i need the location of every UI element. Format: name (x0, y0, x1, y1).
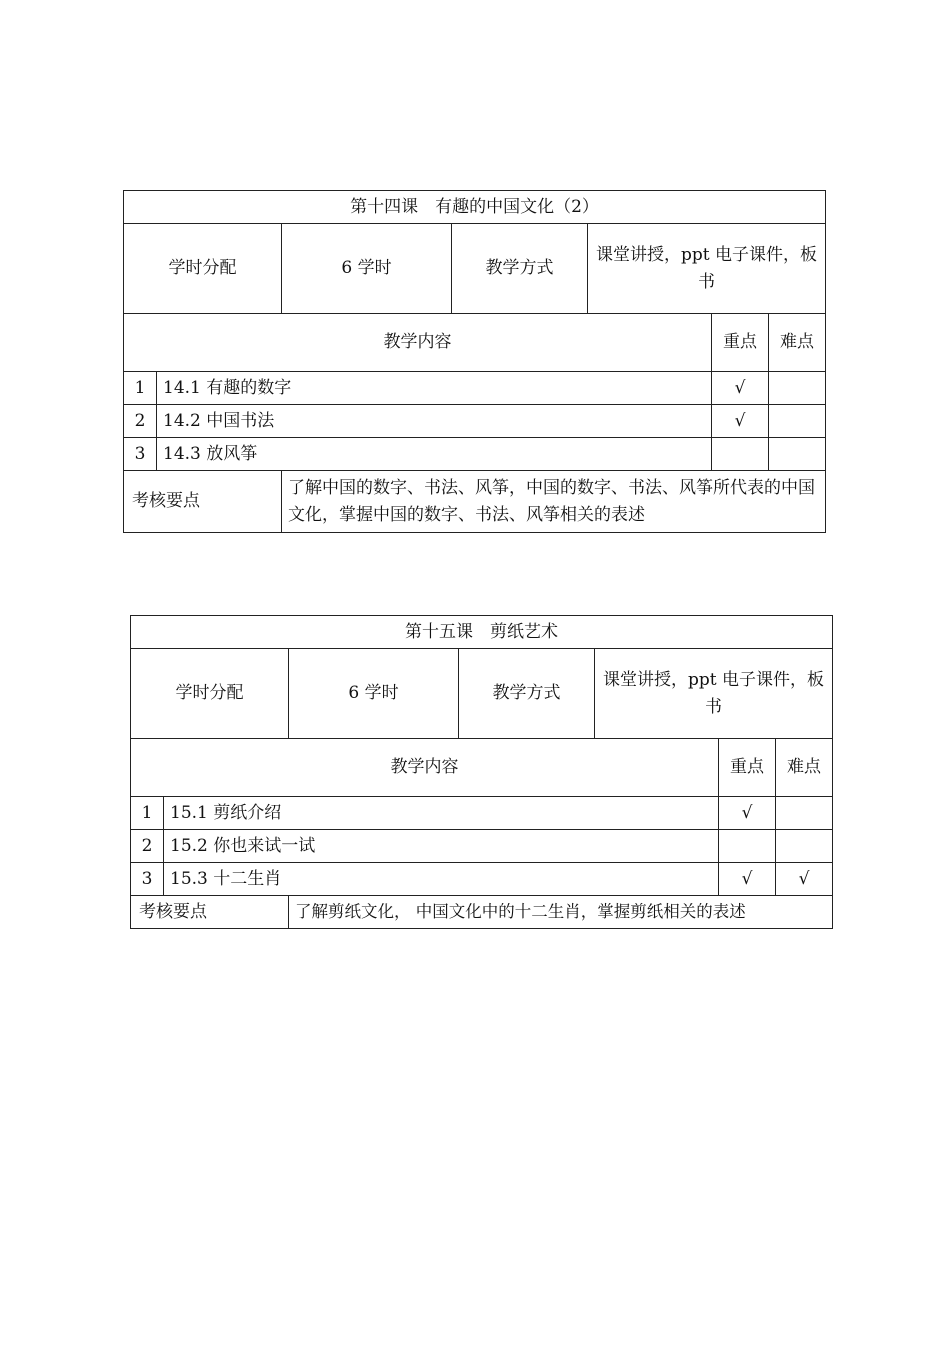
assess-label: 考核要点 (124, 471, 282, 533)
item-no: 2 (131, 830, 164, 863)
assess-text: 了解剪纸文化， 中国文化中的十二生肖，掌握剪纸相关的表述 (289, 896, 833, 929)
table-row (131, 797, 833, 830)
item-key-mark: √ (719, 863, 776, 896)
item-no: 2 (124, 405, 157, 438)
key-label: 重点 (719, 739, 776, 797)
lesson-table-15 (130, 615, 833, 929)
mode-label: 教学方式 (452, 224, 588, 314)
difficult-label: 难点 (776, 739, 833, 797)
hours-value: 6 学时 (289, 649, 459, 739)
item-no: 3 (124, 438, 157, 471)
table-row (124, 438, 826, 471)
hours-value: 6 学时 (282, 224, 452, 314)
item-no: 1 (124, 372, 157, 405)
item-name: 14.1 有趣的数字 (157, 372, 712, 405)
mode-value: 课堂讲授，ppt 电子课件，板书 (595, 649, 833, 739)
item-difficult-mark (769, 372, 826, 405)
item-no: 1 (131, 797, 164, 830)
item-key-mark: √ (712, 405, 769, 438)
item-name: 15.1 剪纸介绍 (164, 797, 719, 830)
item-difficult-mark (769, 438, 826, 471)
alloc-label: 学时分配 (124, 224, 282, 314)
item-name: 14.2 中国书法 (157, 405, 712, 438)
item-key-mark: √ (712, 372, 769, 405)
assess-label: 考核要点 (131, 896, 289, 929)
table-row (131, 863, 833, 896)
mode-value: 课堂讲授，ppt 电子课件，板书 (588, 224, 826, 314)
item-name: 15.3 十二生肖 (164, 863, 719, 896)
mode-label: 教学方式 (459, 649, 595, 739)
item-key-mark: √ (719, 797, 776, 830)
key-label: 重点 (712, 314, 769, 372)
difficult-label: 难点 (769, 314, 826, 372)
table-row (131, 830, 833, 863)
item-no: 3 (131, 863, 164, 896)
item-difficult-mark (776, 797, 833, 830)
item-key-mark (719, 830, 776, 863)
content-label: 教学内容 (124, 314, 712, 372)
item-difficult-mark: √ (776, 863, 833, 896)
alloc-label: 学时分配 (131, 649, 289, 739)
item-difficult-mark (776, 830, 833, 863)
table-row (124, 405, 826, 438)
lesson-table-14 (123, 190, 826, 533)
item-name: 14.3 放风筝 (157, 438, 712, 471)
lesson-title: 第十四课 有趣的中国文化（2） (124, 191, 826, 224)
content-label: 教学内容 (131, 739, 719, 797)
item-key-mark (712, 438, 769, 471)
item-name: 15.2 你也来试一试 (164, 830, 719, 863)
assess-text: 了解中国的数字、书法、风筝，中国的数字、书法、风筝所代表的中国文化，掌握中国的数字、书法、风筝相关的表述 (282, 471, 826, 533)
lesson-title: 第十五课 剪纸艺术 (131, 616, 833, 649)
item-difficult-mark (769, 405, 826, 438)
table-row (124, 372, 826, 405)
